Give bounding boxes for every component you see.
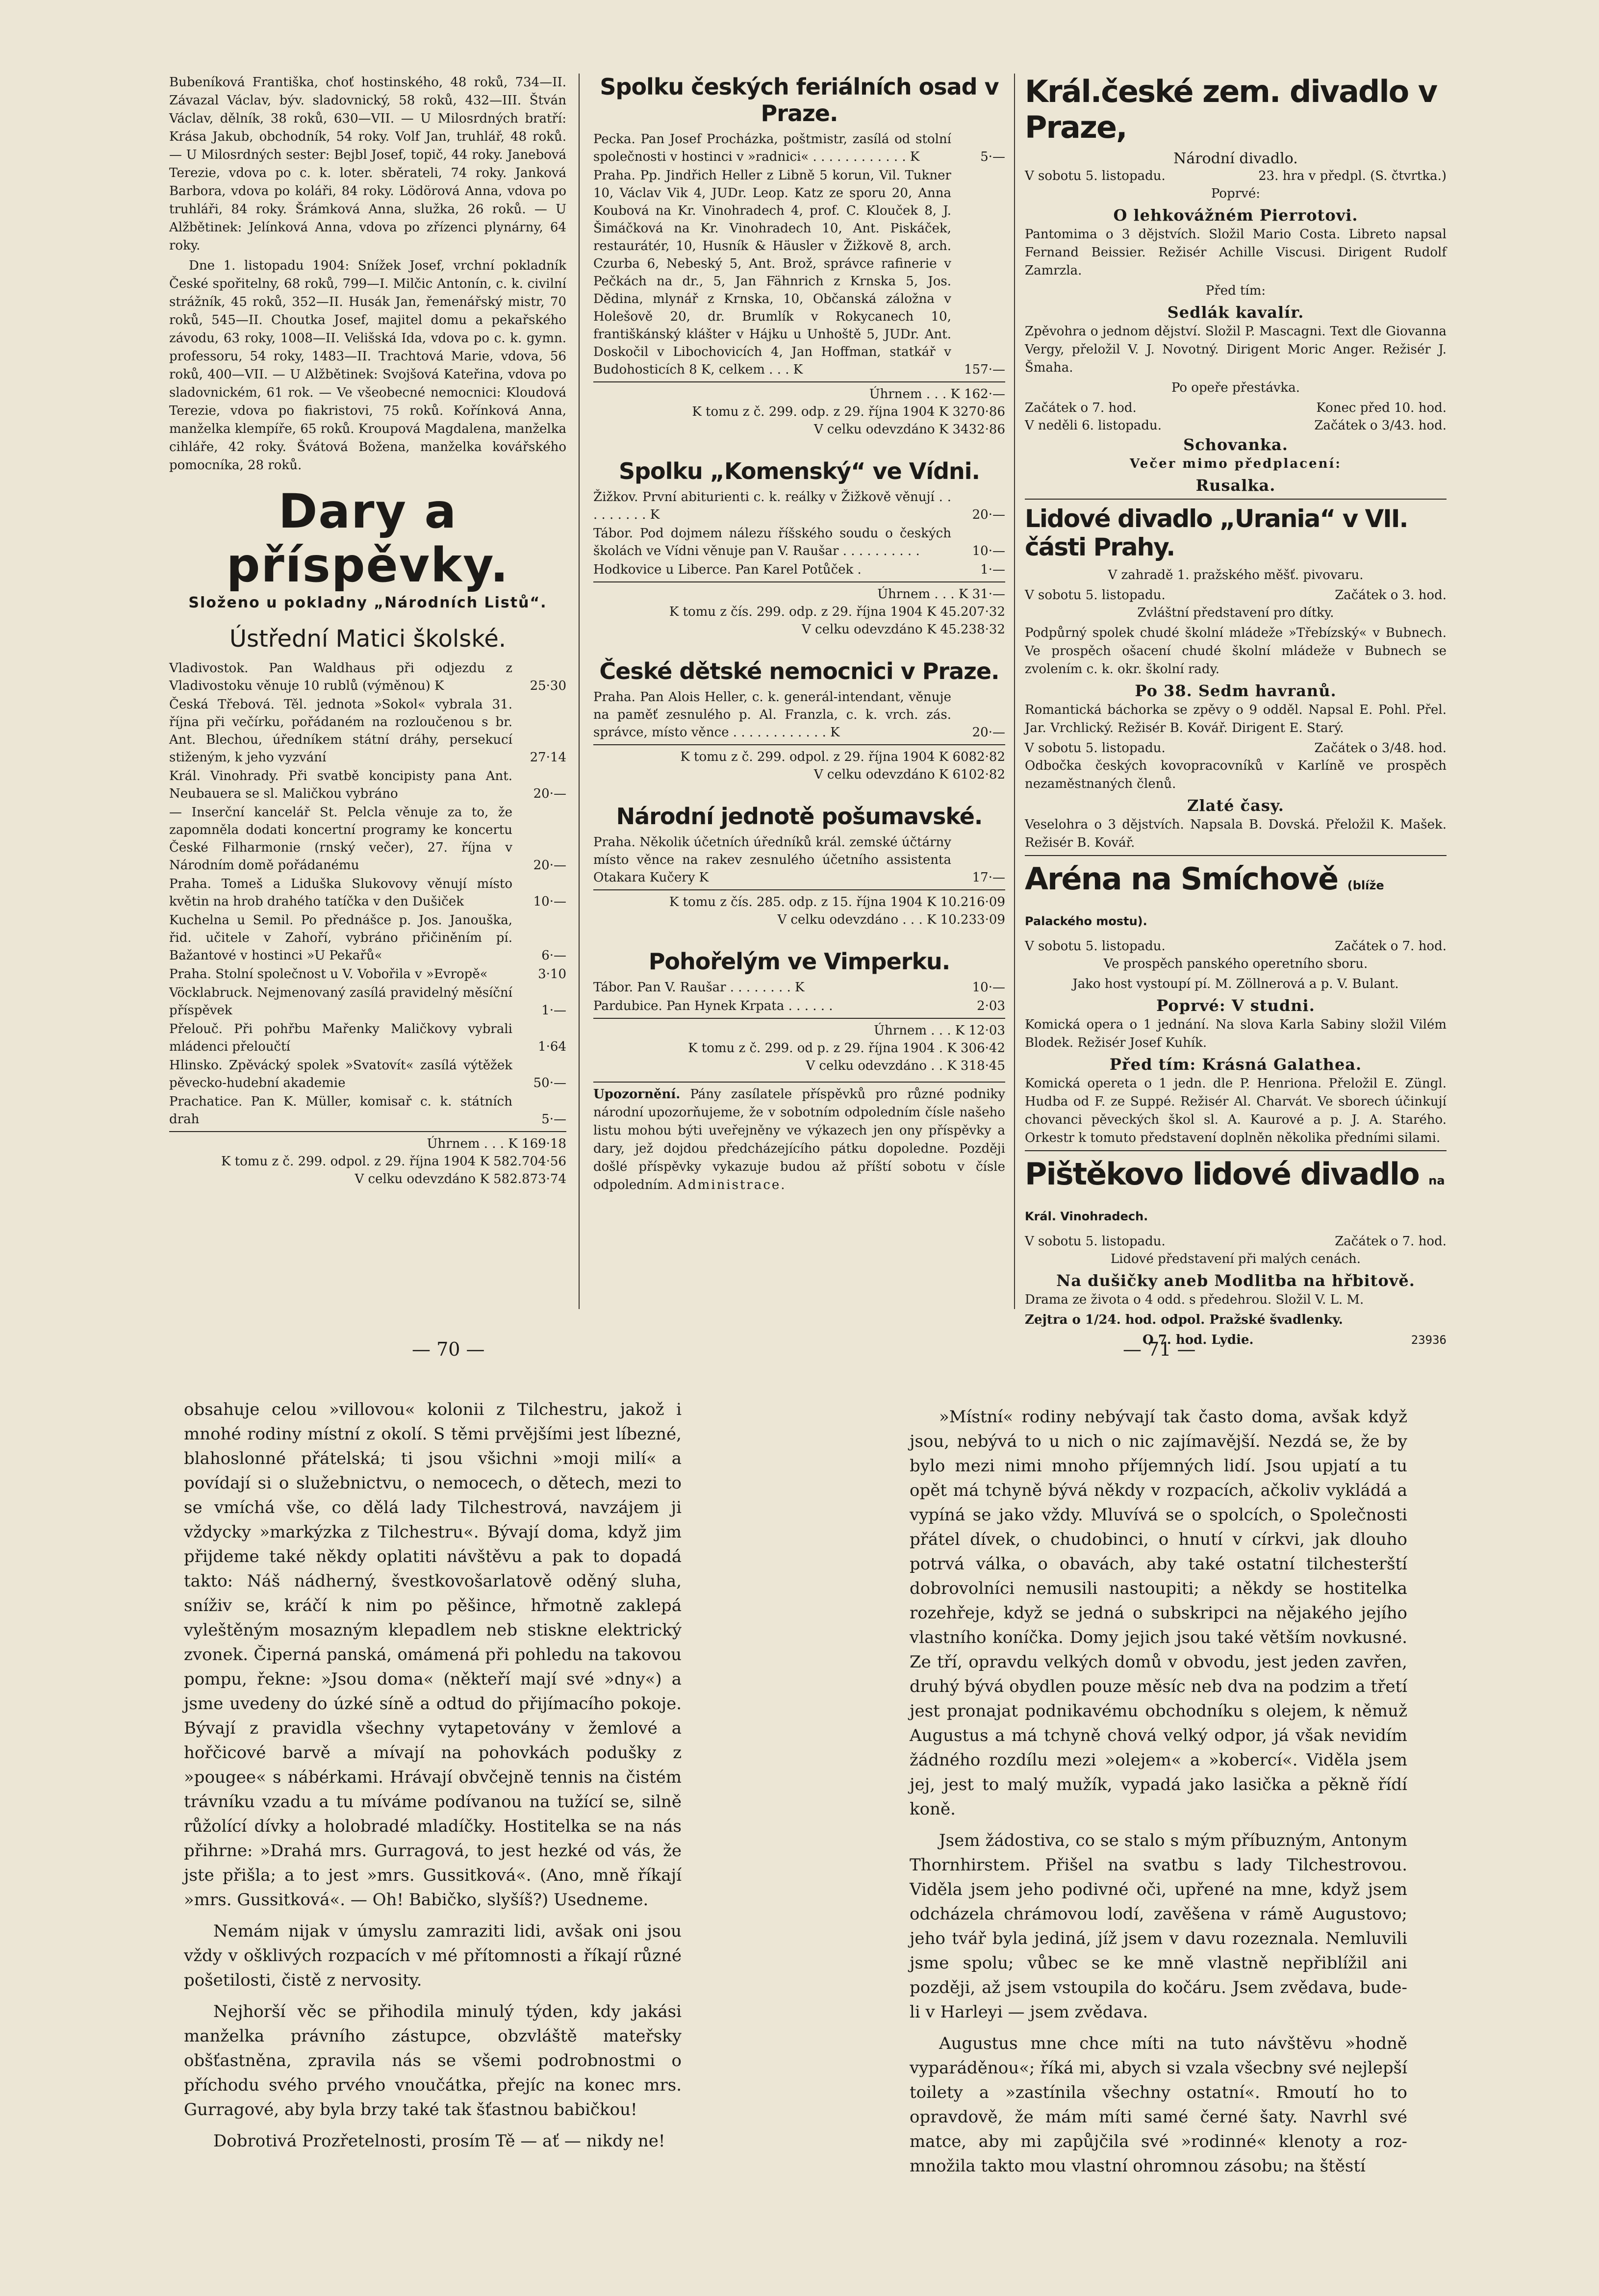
pistek-o7: O 7. hod. Lydie. bbox=[1142, 1333, 1254, 1347]
pistek-play: Na dušičky aneb Modlitba na hřbitově. bbox=[1056, 1271, 1415, 1290]
divider bbox=[1025, 499, 1447, 500]
body-right-p1: »Místní« rodiny nebývají tak často doma, avšak když jsou, nebývá to u nich o nic zajímavější. Nezdá se, že by bylo mezi nimi mnoho příjemných lidí. Jsou upjatí a tu opět má tchyně bývá někdy v rozpacích, ačkoliv vykládá a vypíná se jako vždy. Mluvívá se o spolcích, o Společnosti přátel dívek, o chudobinci, o hnutí v církvi, jak dlouho potrvá válka, o obavách, aby také ostatní tilchesterští dobrovolníci nemusili nastoupiti; a někdy se hostitelka rozehřeje, když se jedná o subskripci na nějakého jejího vlastního koníčka. Domy jejich jsou také větším novkusné. Ze tří, opravdu velkých domů v obvodu, jest jeden zavřen, druhý bývá obydlen pouze měsíc neb dva na podzim a třetí jest pronajat podnikavému obchodníku s olejem, k němuž Augustus a má tchyně chová velký odpor, já však nevidím žádného rozdílu mezi »olejem« a »kobercí«. Viděla jsem jej, jest to malý mužík, vypadá jako lasička a pěkně řídí koně. bbox=[910, 1407, 1407, 1819]
divadlo-sat: V sobotu 5. listopadu. bbox=[1025, 169, 1166, 183]
divider bbox=[1025, 855, 1447, 856]
komensky-list bbox=[593, 488, 1005, 579]
page-number-right: — 71 — bbox=[1123, 1338, 1196, 1360]
arena-host: Jako host vystoupí pí. M. Zöllnerová a p. V. Bulant. bbox=[1072, 977, 1399, 991]
pohorelym-celkem: V celku odevzdáno . . K 318·45 bbox=[806, 1059, 1005, 1073]
komensky-entry bbox=[593, 525, 1005, 560]
matice-entry bbox=[169, 1057, 566, 1092]
death-notices-2: Dne 1. listopadu 1904: Snížek Josef, vrchní pokladník České spořitelny, 68 roků, 799—I. Milčic Antonín, c. k. civilní strážník, 45 roků, 352—II. Husák Jan, řemenářský mistr, 70 roků, 545—II. Choutka Josef, majitel domu a pekařského závodu, 63 roky, 1008—II. Velišská Ida, vdova po c. k. gymn. professoru, 54 roky, 1483—II. Trachtová Marie, vdova, 56 roků, 400—VII. — U Alžbětinek: Svojšová Kateřina, vdova po sladovnickém, 61 rok. — Ve všeobecné nemocnici: Kloudová Terezie, vdova po fiakristovi, 75 roků. Kořínková Anna, manželka klempíře, 65 roků. Kroupová Magdalena, manželka cihláře, 42 roky. Švátová Božena, manželka kovářského pomocníka, 28 roků. bbox=[169, 258, 566, 473]
body-right-p2: Jsem žádostiva, co se stalo s mým příbuzným, Antonym Thornhirstem. Přišel na svatbu s lady Tilchestrovou. Viděla jsem jeho podivné oči, upřené na mne, když jsem odcházela chrámovou lodí, zavěšena v rámě Augustovo; jeho tvář byla jediná, jíž jsem v davu rozeznala. Nemluvili jsme spolu; vůbec se ke mně vlastně nepřiblížil ani později, až jsem vstoupila do kočáru. Jsem zvědava, bude-li v Harleyi — jsem zvědava. bbox=[910, 1831, 1407, 2022]
matice-entry-text: Vöcklabruck. Nejmenovaný zasílá pravidelný měsíční příspěvek bbox=[169, 985, 512, 1018]
matice-entry-amount: 20·— bbox=[533, 786, 566, 801]
ferialni-entry bbox=[593, 130, 1005, 166]
arena-desc1: Komická opera o 1 jednání. Na slova Karla Sabiny složil Vilém Blodek. Režisér Josef Kuhík. bbox=[1025, 1017, 1447, 1050]
pistek-desc: Drama ze života o 4 odd. s předehrou. Složil V. L. M. bbox=[1025, 1292, 1364, 1307]
matice-entry-amount: 25·30 bbox=[530, 679, 566, 693]
pistek-o7-row bbox=[1025, 1331, 1447, 1349]
matice-entry bbox=[169, 984, 566, 1019]
matice-entry-text: — Inserční kancelář St. Pelcla věnuje za to, že zapomněla dodati koncertní programy ke koncertu České Filharmonie (rnský večer), 27. října v Národním domě pořádanému bbox=[169, 805, 512, 873]
matice-entry-amount: 20·— bbox=[533, 858, 566, 873]
matice-entry-text: Hlinsko. Zpěvácký spolek »Svatovít« zasílá výtěžek pěvecko-hudební akademie bbox=[169, 1058, 512, 1090]
pistek-prices: Lidové představení při malých cenách. bbox=[1110, 1252, 1361, 1266]
urania-start: Začátek o 3. hod. bbox=[1335, 588, 1447, 603]
matice-entry bbox=[169, 965, 566, 983]
death-notices-1: Bubeníková Františka, choť hostinského, 48 roků, 734—II. Závazal Václav, býv. sladovnický, 58 roků, 432—III. Štván Václav, dělník, 38 roků, 630—VII. — U Milosrdných bratří: Krása Jakub, obchodník, 54 roky. Volf Jan, truhlář, 48 roků. — U Milosrdných sester: Bejbl Josef, topič, 44 roky. Janebová Terezie, vdova po c. k. loter. sběrateli, 74 roky. Janková Barbora, vdova po koláři, 84 roky. Lödörová Anna, vdova po truhláři, 84 roky. Šrámková Anna, služka, 26 roků. — U Alžbětinek: Jelínková Anna, vdova po zřízenci plynárny, 64 roky. bbox=[169, 75, 566, 253]
divadlo-pred-tim: Před tím: bbox=[1205, 283, 1266, 298]
ferialni-entry-text: Praha. Pp. Jindřich Heller z Libně 5 korun, Vil. Tukner 10, Václav Vik 4, JUDr. Leop. Katz ze sporu 20, Anna Koubová na Kr. Vinohradech 4, prof. C. Klouček 8, J. Šimáčková na Kr. Vinohradech 10, Ant. Piskáček, restaurátér, 10, Husník & Häusler v Žižkově 8, arch. Czurba 6, Nebeský 5, Ant. Brož, správce rafinerie v Pečkách na dr., 5, Jan Fähnrich z Krnska 5, Jos. Dědina, mlynář z Krnska, 10, Občanská záložna v Holešově 20, dr. Brumlík v Rokycanech 10, františkánský klášter v Hájku u Unhoště 5, JUDr. Ant. Doskočil v Libochovicích 4, Jan Hoffman, statkář v Budohosticích 8 K, celkem . . . K bbox=[593, 168, 951, 377]
divadlo-sun-row bbox=[1025, 417, 1447, 434]
body-right-p3: Augustus mne chce míti na tuto návštěvu »hodně vyparáděnou«; říká mi, abych si vzala všecbny své nejlepší toilety a »zastínila všechny ostatní«. Rmoutí ho to opravdově, že mám míti samé černé šaty. Navrhl své matce, aby mi zapůjčila své »rodinné« klenoty a roz- množila takto mou vlastní ohromnou zásobu; na štěstí bbox=[910, 2034, 1407, 2176]
arena-heading-row bbox=[1025, 861, 1447, 933]
pohorelym-heading: Pohořelým ve Vimperku. bbox=[648, 948, 950, 975]
divadlo-vecer: Večer mimo předplacení: bbox=[1130, 456, 1342, 471]
pistek-sat: V sobotu 5. listopadu. bbox=[1025, 1234, 1166, 1249]
jednota-entry-text: Praha. Několik účetních úředníků král. zemské účtárny místo věnce na rakev zesnulého účetního assistenta Otakara Kučery K bbox=[593, 835, 951, 885]
ferialni-entry-amount: 5·— bbox=[980, 150, 1005, 164]
matice-entry bbox=[169, 1020, 566, 1056]
matice-entry bbox=[169, 804, 566, 874]
divider bbox=[593, 581, 1005, 582]
matice-entry-text: Praha. Stolní společnost u V. Vobořila v »Evropě« bbox=[169, 967, 488, 982]
urania-special: Zvláštní představení pro dítky. bbox=[1137, 606, 1334, 620]
matice-entry-amount: 5·— bbox=[541, 1112, 566, 1127]
komensky-uhrnem: Úhrnem . . . K 31·— bbox=[877, 587, 1005, 602]
body-column-right bbox=[910, 1405, 1407, 2178]
ferialni-tomu: K tomu z č. 299. odp. z 29. října 1904 K 3270·86 bbox=[692, 404, 1005, 419]
matice-entry-amount: 1·64 bbox=[538, 1039, 566, 1054]
jednota-heading: Národní jednotě pošumavské. bbox=[616, 803, 983, 830]
urania-sat2-row bbox=[1025, 739, 1447, 757]
ferialni-entry bbox=[593, 167, 1005, 378]
arena-sat: V sobotu 5. listopadu. bbox=[1025, 939, 1166, 954]
pistek-start: Začátek o 7. hod. bbox=[1335, 1234, 1447, 1249]
ferialni-entry-amount: 157·— bbox=[964, 362, 1005, 377]
matice-entry-amount: 1·— bbox=[541, 1003, 566, 1018]
pistek-stamp: 23936 bbox=[1411, 1333, 1447, 1347]
komensky-entry bbox=[593, 488, 1005, 524]
komensky-entry-text: Tábor. Pod dojmem nálezu říšského soudu o českých školách ve Vídni věnuje pan V. Raušar . . . . . . . . . . bbox=[593, 526, 951, 558]
upozorneni-sign: Administrace. bbox=[677, 1178, 787, 1192]
divider bbox=[593, 889, 1005, 890]
divadlo-end1: Konec před 10. hod. bbox=[1316, 401, 1447, 415]
matice-entry-text: Král. Vinohrady. Při svatbě koncipisty pana Ant. Neubauera se sl. Maličkou vybráno bbox=[169, 769, 512, 801]
nemocnice-entry-text: Praha. Pan Alois Heller, c. k. generál-intendant, věnuje na paměť zesnulého p. Al. Franzla, c. k. vrch. zás. správce, místo věnce . . . . . . . . . . . . K bbox=[593, 690, 951, 740]
urania-garden: V zahradě 1. pražského měšť. pivovaru. bbox=[1108, 568, 1364, 582]
matice-uhrnem: Úhrnem . . . K 169·18 bbox=[427, 1136, 566, 1151]
divadlo-play3: Schovanka. bbox=[1183, 435, 1288, 454]
matice-tomu: K tomu z č. 299. odpol. z 29. října 1904 K 582.704·56 bbox=[221, 1154, 566, 1169]
urania-heading: Lidové divadlo „Urania“ v VII. části Prahy. bbox=[1025, 505, 1408, 561]
upozorneni-label: Upozornění. bbox=[593, 1087, 681, 1102]
body-left-p1: obsahuje celou »villovou« kolonii z Tilchestru, jakož i mnohé rodiny místní z okolí. S těmi prvějšími jest líbezné, blahoslonné přátelská; ti jsou všichni »moji milí« a povídají si o služebnictvu, o nemocech, o dětech, mezi to se vmíchá vše, co dělá lady Tilchestrová, navzájem ji vždycky »markýzka z Tilchestru«. Bývají doma, když jim přijdeme také někdy oplatiti návštěvu a pak to dopadá takto: Náš nádherný, švestkovošarlatově oděný sluha, sníživ se, kráčí k nim po pěšince, hřmotně zaklepá vyleštěným mosazným klepadlem neb stiskne elektrický zvonek. Čiperná panská, omámená při pohledu na takovou pompu, řekne: »Jsou doma« (někteří mají své »dny«) a jsme uvedeny do úzké síně a odtud do přijímacího pokoje. Bývají z pravidla všechny vytapetovány v žemlové a hořčicové barvě a mívají na pohovkách podušky z »pougee« s nábérkami. Hrávají obvčejně tennis na čistém trávníku vzadu a tu míváme podívanou na tužící se, silně růžolící dívky a holobradé mladíčky. Hostitelka se na nás přihrne: »Drahá mrs. Gurragová, to jest hezké od vás, že jste přišla; a to jest »mrs. Gussitková«. (Ano, mně říkají »mrs. Gussitková«. — Oh! Babičko, slyšíš?) Usedneme. bbox=[184, 1400, 682, 1910]
komensky-entry-amount: 20·— bbox=[972, 507, 1005, 522]
matice-entry-amount: 3·10 bbox=[538, 967, 566, 982]
komensky-entry-amount: 10·— bbox=[972, 544, 1005, 558]
divider bbox=[593, 1018, 1005, 1019]
pohorelym-entry-amount: 10·— bbox=[972, 980, 1005, 995]
pohorelym-list bbox=[593, 979, 1005, 1015]
matice-entry bbox=[169, 1093, 566, 1128]
divadlo-sun: V neděli 6. listopadu. bbox=[1025, 418, 1162, 433]
komensky-entry bbox=[593, 561, 1005, 579]
jednota-entry-amount: 17·— bbox=[972, 870, 1005, 885]
pohorelym-entry-text: Pardubice. Pan Hynek Krpata . . . . . . bbox=[593, 999, 833, 1013]
matice-heading: Ústřední Matici školské. bbox=[229, 625, 507, 653]
arena-start: Začátek o 7. hod. bbox=[1335, 939, 1447, 954]
matice-entry bbox=[169, 659, 566, 695]
dary-subtitle: Složeno u pokladny „Národních Listů“. bbox=[188, 594, 547, 611]
divider bbox=[1025, 1150, 1447, 1151]
urania-sat: V sobotu 5. listopadu. bbox=[1025, 588, 1166, 603]
column-left bbox=[169, 74, 566, 1188]
arena-desc2: Komická opereta o 1 jedn. dle P. Henriona. Přeložil E. Züngl. Hudba od F. ze Suppé. Režisér Al. Charvát. Ve sborech účinkují chovanci pěveckých škol sl. A. Kaurové a p. J. A. Starého. Orkestr k tomuto představení doplněn několika předními silami. bbox=[1025, 1076, 1447, 1145]
pistek-heading: Pištěkovo lidové divadlo bbox=[1025, 1156, 1419, 1192]
pistek-heading-row bbox=[1025, 1156, 1447, 1228]
matice-entry-amount: 10·— bbox=[533, 894, 566, 909]
komensky-heading: Spolku „Komenský“ ve Vídni. bbox=[618, 458, 980, 484]
matice-entry-text: Prachatice. Pan K. Müller, komisař c. k. státních drah bbox=[169, 1094, 512, 1127]
komensky-entry-amount: 1·— bbox=[980, 562, 1005, 577]
matice-entry-amount: 27·14 bbox=[530, 750, 566, 765]
arena-heading: Aréna na Smíchově bbox=[1025, 861, 1338, 897]
matice-entry bbox=[169, 767, 566, 803]
komensky-tomu: K tomu z čís. 299. odp. z 29. října 1904 K 45.207·32 bbox=[669, 605, 1005, 619]
divider bbox=[593, 1082, 1005, 1083]
divadlo-heading: Král.české zem. divadlo v Praze, bbox=[1025, 74, 1437, 145]
ferialni-uhrnem: Úhrnem . . . K 162·— bbox=[869, 387, 1005, 402]
urania-po38: Po 38. Sedm havranů. bbox=[1135, 681, 1337, 700]
divider bbox=[593, 381, 1005, 382]
page-number-left: — 70 — bbox=[412, 1338, 485, 1360]
matice-entry bbox=[169, 696, 566, 766]
upozorneni bbox=[593, 1085, 1005, 1194]
pistek-heading-note: na Král. Vinohradech. bbox=[1025, 1174, 1445, 1223]
urania-sat-row bbox=[1025, 586, 1447, 604]
body-left-p4: Dobrotivá Prozřetelnosti, prosím Tě — ať — nikdy ne! bbox=[213, 2131, 665, 2151]
urania-odbocka: Odbočka českých kovopracovníků v Karlíně ve prospěch nezaměstnaných členů. bbox=[1025, 758, 1447, 791]
jednota-tomu: K tomu z čís. 285. odp. z 15. října 1904 K 10.216·09 bbox=[669, 895, 1005, 909]
urania-play2-desc: Veselohra o 3 dějstvích. Napsala B. Dovská. Přeložil K. Mašek. Režisér B. Kovář. bbox=[1025, 817, 1447, 850]
body-left-p2: Nemám nijak v úmyslu zamraziti lidi, avšak oni jsou vždy v ošklivých rozpacích v mé přítomnosti a říkají různé pošetilosti, čistě z nervosity. bbox=[184, 1921, 682, 1990]
divider bbox=[169, 1131, 566, 1132]
matice-entry bbox=[169, 875, 566, 910]
matice-entry bbox=[169, 911, 566, 964]
pohorelym-entry bbox=[593, 997, 1005, 1015]
nemocnice-tomu: K tomu z č. 299. odpol. z 29. října 1904 K 6082·82 bbox=[680, 750, 1005, 764]
ferialni-list bbox=[593, 130, 1005, 378]
divadlo-sat-row bbox=[1025, 167, 1447, 185]
komensky-entry-text: Žižkov. První abiturienti c. k. reálky v Žižkově věnují . . . . . . . . . K bbox=[593, 490, 951, 522]
nemocnice-heading: České dětské nemocnici v Praze. bbox=[599, 658, 999, 684]
jednota-entry bbox=[593, 833, 1005, 886]
urania-sat2: V sobotu 5. listopadu. bbox=[1025, 741, 1166, 756]
dary-title: Dary a příspěvky. bbox=[226, 484, 509, 593]
matice-entry-text: Přelouč. Při pohřbu Mařenky Maličkovy vybrali mládenci přeloučtí bbox=[169, 1022, 512, 1054]
divadlo-sat-right: 23. hra v předpl. (S. čtvrtka.) bbox=[1258, 169, 1447, 183]
pohorelym-uhrnem: Úhrnem . . . K 12·03 bbox=[874, 1023, 1005, 1038]
divadlo-play4: Rusalka. bbox=[1195, 476, 1276, 495]
divadlo-play1-desc: Pantomima o 3 dějstvích. Složil Mario Costa. Libreto napsal Fernand Beissier. Režisér Achille Viscusi. Dirigent Rudolf Zamrzla. bbox=[1025, 227, 1447, 278]
divadlo-play1: O lehkovážném Pierrotovi. bbox=[1113, 206, 1358, 225]
arena-sat-row bbox=[1025, 937, 1447, 955]
pohorelym-tomu: K tomu z č. 299. od p. z 29. října 1904 . K 306·42 bbox=[688, 1041, 1005, 1056]
urania-start2: Začátek o 3/48. hod. bbox=[1314, 741, 1447, 756]
pistek-sat-row bbox=[1025, 1233, 1447, 1250]
divadlo-play2: Sedlák kavalír. bbox=[1167, 303, 1304, 322]
pistek-zejtra: Zejtra o 1/24. hod. odpol. Pražské švadlenky. bbox=[1025, 1312, 1343, 1327]
jednota-list bbox=[593, 833, 1005, 886]
column-middle bbox=[593, 74, 1005, 1196]
komensky-celkem: V celku odevzdáno K 45.238·32 bbox=[802, 622, 1005, 637]
pohorelym-entry-amount: 2·03 bbox=[977, 999, 1005, 1013]
nemocnice-entry-amount: 20·— bbox=[972, 725, 1005, 740]
nemocnice-celkem: V celku odevzdáno K 6102·82 bbox=[813, 767, 1005, 782]
divadlo-start2: Začátek o 3/43. hod. bbox=[1314, 418, 1447, 433]
body-column-left bbox=[184, 1397, 682, 2153]
matice-entry-text: Česká Třebová. Těl. jednota »Sokol« vybrala 31. října při večírku, pořádaném na rozloučenou s br. Ant. Blechou, úředníkem státní dráhy, persekucí stiženým, k jeho vyzvání bbox=[169, 697, 512, 765]
column-divider bbox=[579, 74, 580, 1309]
ferialni-entry-text: Pecka. Pan Josef Procházka, poštmistr, zasílá od stolní společnosti v hostinci v »radnici« . . . . . . . . . . . . K bbox=[593, 132, 951, 164]
matice-entry-amount: 50·— bbox=[533, 1076, 566, 1090]
matice-celkem: V celku odevzdáno K 582.873·74 bbox=[355, 1172, 566, 1186]
divadlo-sub: Národní divadlo. bbox=[1173, 150, 1298, 167]
matice-entry-text: Kuchelna u Semil. Po přednášce p. Jos. Janouška, řid. učitele v Zahoří, vybráno přičiněním pí. Bažantové v hostinci »U Pekařů« bbox=[169, 913, 512, 963]
urania-desc: Podpůrný spolek chudé školní mládeže »Třebízský« v Bubnech. Ve prospěch ošacení chudé školní mládeže v Bubnech se zvolením c. k. okr. školní rady. bbox=[1025, 626, 1447, 677]
divadlo-start1: Začátek o 7. hod. bbox=[1025, 401, 1137, 415]
nemocnice-list bbox=[593, 688, 1005, 741]
matice-entry-amount: 6·— bbox=[541, 948, 566, 963]
komensky-entry-text: Hodkovice u Liberce. Pan Karel Potůček . bbox=[593, 562, 862, 577]
divadlo-opere: Po opeře přestávka. bbox=[1171, 380, 1300, 395]
urania-play-desc: Romantická báchorka se zpěvy o 9 odděl. Napsal E. Pohl. Přel. Jar. Vrchlický. Režisér B. Kovář. Dirigent E. Starý. bbox=[1025, 703, 1447, 735]
divadlo-times bbox=[1025, 399, 1447, 417]
divadlo-poprve: Poprvé: bbox=[1211, 186, 1260, 201]
arena-prospech: Ve prospěch panského operetního sboru. bbox=[1103, 957, 1368, 971]
body-left-p3: Nejhorší věc se přihodila minulý týden, kdy jakási manželka právního zástupce, obzvláště mateřsky obšťastněna, zpravila nás se všemi podrobnostmi o příchodu svého prvého vnoučátka, přejíc na konec mrs. Gurragové, aby byla brzy také tak šťastnou babičkou! bbox=[184, 2002, 682, 2119]
matice-list bbox=[169, 659, 566, 1128]
ferialni-heading: Spolku českých feriálních osad v Praze. bbox=[600, 74, 999, 126]
nemocnice-entry bbox=[593, 688, 1005, 741]
pohorelym-entry-text: Tábor. Pan V. Raušar . . . . . . . . K bbox=[593, 980, 805, 995]
upozorneni-text: Pány zasílatele příspěvků pro různé podniky národní upozorňujeme, že v sobotním odpoledním čísle našeho listu mohou býti uveřejněny ve výkazech jen ony příspěvky a dary, jež dojdou předcházejícího pátku dopoledne. Později došlé příspěvky vykazuje budou až příští sobotu v čísle odpoledním. bbox=[593, 1087, 1005, 1192]
pohorelym-entry bbox=[593, 979, 1005, 996]
jednota-celkem: V celku odevzdáno . . . K 10.233·09 bbox=[777, 912, 1005, 927]
matice-entry-text: Vladivostok. Pan Waldhaus při odjezdu z Vladivostoku věnuje 10 rublů (výměnou) K bbox=[169, 661, 512, 693]
arena-poprve: Poprvé: V studni. bbox=[1156, 996, 1315, 1015]
arena-heading-note: (blíže Palackého mostu). bbox=[1025, 879, 1384, 928]
divadlo-play2-desc: Zpěvohra o jednom dějství. Složil P. Mascagni. Text dle Giovanna Vergy, přeložil V. J. Novotný. Dirigent Moric Anger. Režisér J. Šmaha. bbox=[1025, 324, 1447, 375]
arena-pred: Před tím: Krásná Galathea. bbox=[1109, 1055, 1362, 1074]
ferialni-celkem: V celku odevzdáno K 3432·86 bbox=[813, 422, 1005, 437]
column-right bbox=[1025, 74, 1447, 1349]
matice-entry-text: Praha. Tomeš a Liduška Slukovovy věnují místo květin na hrob drahého tatíčka v den Dušiček bbox=[169, 877, 512, 909]
urania-play2: Zlaté časy. bbox=[1187, 796, 1284, 815]
column-divider bbox=[1014, 74, 1015, 1309]
divider bbox=[593, 744, 1005, 745]
